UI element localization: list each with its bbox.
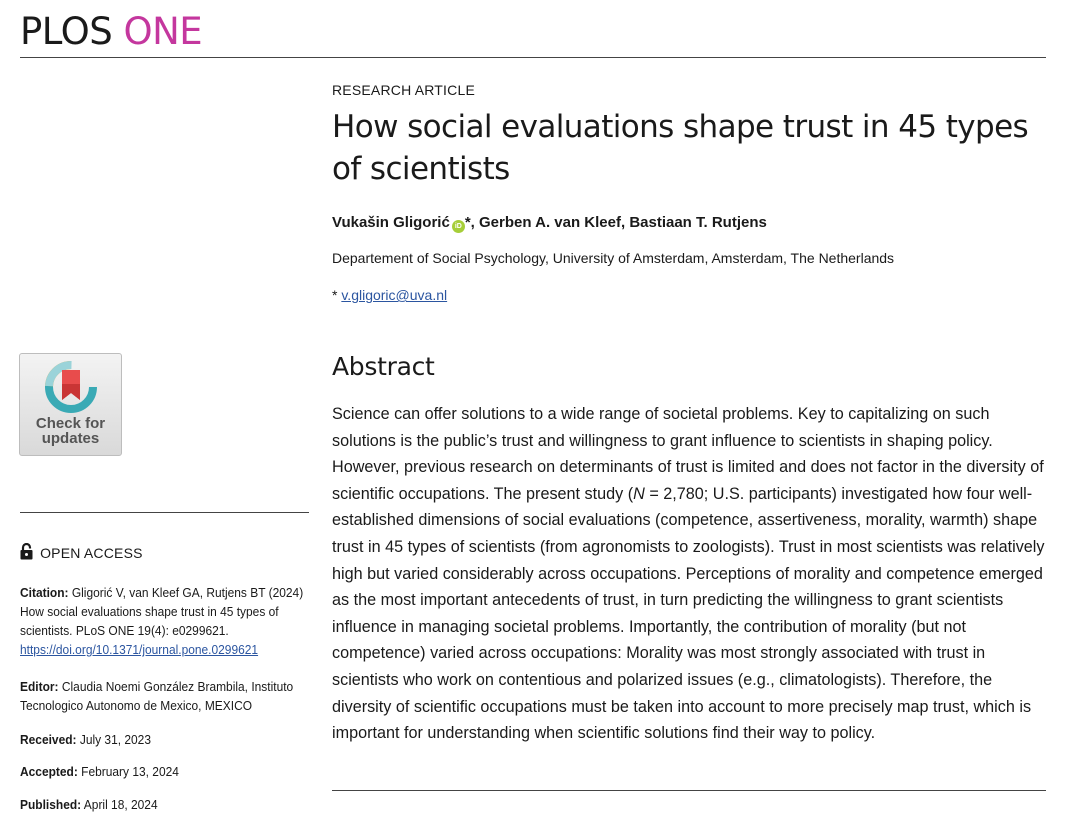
- author-others: , Gerben A. van Kleef, Bastiaan T. Rutjens: [470, 214, 767, 231]
- corresponding-asterisk: *: [332, 287, 338, 303]
- accepted-date: February 13, 2024: [81, 764, 179, 779]
- corresponding-author: [332, 287, 447, 303]
- badge-line-1: Check for: [35, 415, 106, 432]
- published-date: April 18, 2024: [83, 797, 158, 812]
- sample-size-symbol: N: [633, 484, 645, 503]
- accepted-label: Accepted:: [20, 764, 78, 779]
- abstract-text: [332, 401, 1052, 747]
- open-access-label: [20, 543, 143, 561]
- orcid-icon[interactable]: iD: [452, 220, 465, 233]
- published-block: [20, 795, 310, 814]
- citation-doi-link[interactable]: https://doi.org/10.1371/journal.pone.0299621: [20, 642, 259, 657]
- journal-name-one: ONE: [123, 10, 203, 53]
- article-title: How social evaluations shape trust in 45 types of scientists: [332, 109, 1029, 187]
- abstract-heading: Abstract: [332, 352, 435, 381]
- bookmark-crossmark-icon: [44, 360, 98, 414]
- abstract-part-2: = 2,780; U.S. participants) investigated how four well-established dimensions of social evaluations (competence, assertiveness, morality, warmth) shape trust in 45 types of scientists (from agronomists to zoologists). Trust in most scientists was relatively high but varied considerably across occupations. Perceptions of morality and competence emerged as the most important antecedents of trust, in turn predicting the willingness to grant scientists influence in managing societal problems. Importantly, the contribution of morality (but not competence) varied across occupations: Morality was most strongly associated with trust in scientists who work on contentious and polarized issues (e.g., climatologists). Therefore, the diversity of scientific occupations must be taken into account to more precisely map trust, which is important for understanding when scientific solutions find their way to policy.: [332, 484, 1045, 743]
- header-divider: [20, 57, 1046, 58]
- accepted-block: [20, 762, 310, 781]
- received-label: Received:: [20, 732, 77, 747]
- corresponding-mark: *: [464, 214, 471, 231]
- editor-text: Claudia Noemi González Brambila, Instituto Tecnologico Autonomo de Mexico, MEXICO: [20, 679, 294, 713]
- citation-text: Gligorić V, van Kleef GA, Rutjens BT (2024) How social evaluations shape trust in 45 types of scientists. PLoS ONE 19(4): e0299621.: [20, 585, 304, 638]
- author-list: [332, 214, 767, 233]
- citation-label: Citation:: [20, 585, 69, 600]
- open-access-text: OPEN ACCESS: [40, 545, 143, 561]
- badge-line-2: updates: [41, 430, 100, 447]
- citation-block: [20, 583, 310, 659]
- sidebar-divider: [20, 512, 309, 513]
- journal-name-plos: PLOS: [20, 10, 113, 53]
- check-for-updates-badge[interactable]: [19, 353, 122, 456]
- badge-label: [20, 416, 121, 446]
- received-date: July 31, 2023: [79, 732, 151, 747]
- published-label: Published:: [20, 797, 82, 812]
- corresponding-email-link[interactable]: v.gligoric@uva.nl: [341, 287, 448, 303]
- author-affiliation: Departement of Social Psychology, University of Amsterdam, Amsterdam, The Netherlands: [332, 250, 895, 266]
- article-type: RESEARCH ARTICLE: [332, 82, 475, 98]
- abstract-divider: [332, 790, 1046, 791]
- editor-label: Editor:: [20, 679, 59, 694]
- open-lock-icon: [20, 543, 33, 560]
- abstract-part-1: Science can offer solutions to a wide range of societal problems. Key to capitalizing on such solutions is the public’s trust and willingness to grant influence to scientists in shaping policy. However, previous research on determinants of trust is limited and does not factor in the diversity of scientific occupations. The present study (: [332, 405, 1044, 503]
- journal-logo[interactable]: [20, 10, 202, 54]
- author-first[interactable]: Vukašin Gligorić: [332, 214, 450, 231]
- received-block: [20, 730, 310, 749]
- editor-block: [20, 677, 310, 715]
